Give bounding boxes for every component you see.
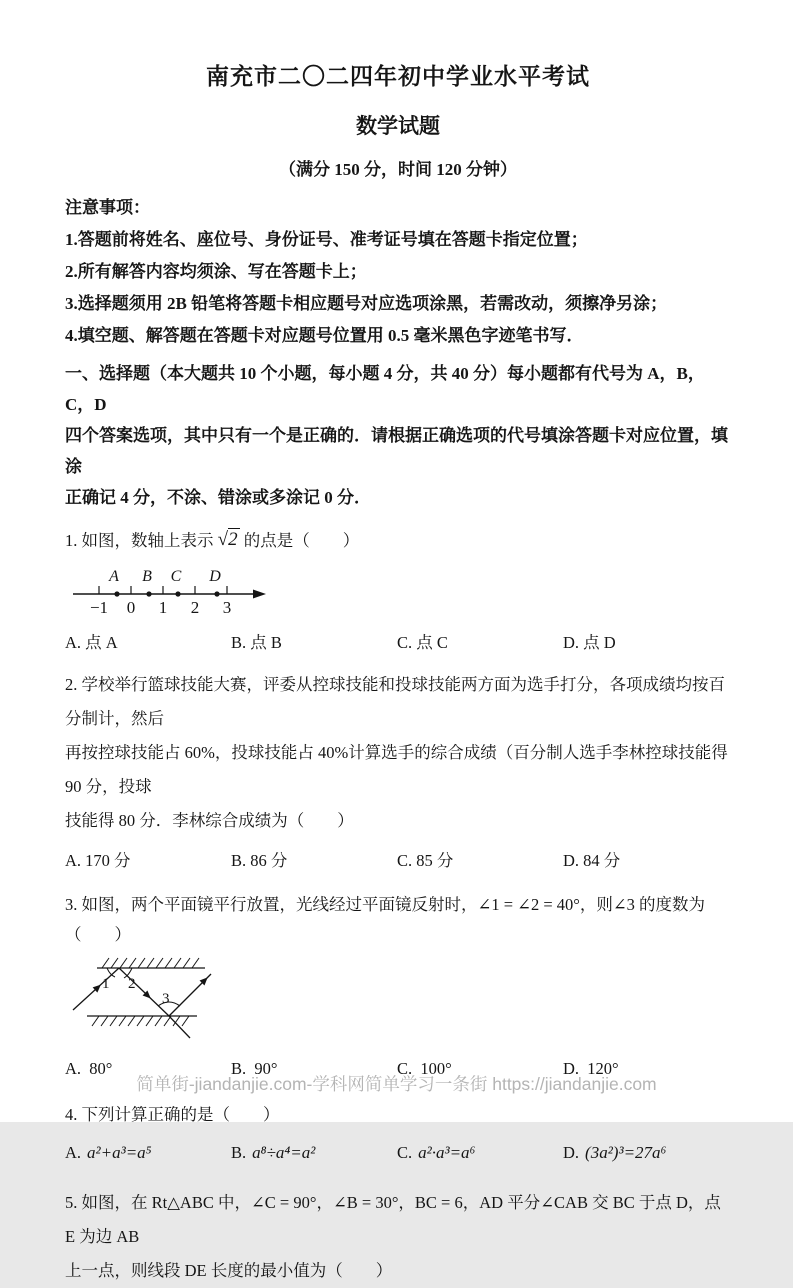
tick-label-1: 1 xyxy=(158,598,168,617)
q4-option-d-formula: (3a²)³=27a⁶ xyxy=(585,1143,667,1162)
question-1-stem xyxy=(65,525,731,556)
point-B-label: B xyxy=(142,568,152,585)
question-2-line-1: 2. 学校举行篮球技能大赛，评委从控球技能和投球技能两方面为选手打分，各项成绩均按百分制计，然后 xyxy=(65,675,725,728)
q4-option-d xyxy=(563,1138,666,1168)
tick-label-3: 3 xyxy=(222,598,232,617)
q1-option-d: D. 点 D xyxy=(563,633,616,652)
q4-option-a-label: A. xyxy=(65,1143,82,1162)
q3-option-b: B. 90° xyxy=(231,1059,278,1078)
q3-option-d: D. 120° xyxy=(563,1059,619,1078)
question-2-line-2: 再按控球技能占 60%，投球技能占 40%计算选手的综合成绩（百分制人选手李林控球技能得 90 分，投球 xyxy=(65,743,732,796)
q2-option-a: A. 170 分 xyxy=(65,851,131,870)
q4-option-b-formula: a⁸÷a⁴=a² xyxy=(252,1143,316,1162)
radical-sign: √ xyxy=(217,529,229,550)
notice-section xyxy=(65,192,731,352)
question-2-options xyxy=(65,846,731,876)
q1-option-c: C. 点 C xyxy=(397,633,448,652)
q4-option-d-label: D. xyxy=(563,1143,580,1162)
question-5-line-2: 上一点，则线段 DE 长度的最小值为（ ） xyxy=(65,1261,393,1280)
q1-option-b: B. 点 B xyxy=(231,633,282,652)
q4-option-c-label: C. xyxy=(397,1143,413,1162)
question-1-stem-suffix: 的点是（ ） xyxy=(239,531,360,550)
q1-option-a: A. 点 A xyxy=(65,633,118,652)
question-3-stem: 3. 如图，两个平面镜平行放置，光线经过平面镜反射时，∠1 = ∠2 = 40°，则∠3 的度数为（ ） xyxy=(65,895,706,944)
tick-label-neg1: −1 xyxy=(89,598,109,617)
mirror-reflection-diagram xyxy=(69,954,254,1046)
notice-heading: 注意事项： xyxy=(65,198,150,217)
q4-option-b xyxy=(231,1138,397,1168)
notice-item-1: 1.答题前将姓名、座位号、身份证号、准考证号填在答题卡指定位置； xyxy=(65,230,588,249)
q2-option-d: D. 84 分 xyxy=(563,851,621,870)
question-2-line-3: 技能得 80 分．李林综合成绩为（ ） xyxy=(65,811,354,830)
section-one-line-2: 四个答案选项，其中只有一个是正确的．请根据正确选项的代号填涂答题卡对应位置，填涂 xyxy=(65,426,728,476)
watermark-footer xyxy=(0,1071,793,1096)
point-B-dot xyxy=(146,591,151,596)
point-A-dot xyxy=(114,591,119,596)
q3-option-c: C. 100° xyxy=(397,1059,452,1078)
score-time-line: （满分 150 分，时间 120 分钟） xyxy=(279,160,517,179)
page-title: 南充市二〇二四年初中学业水平考试 xyxy=(206,64,590,89)
question-4 xyxy=(65,1100,731,1168)
question-1-options xyxy=(65,628,731,658)
section-one-header xyxy=(65,358,731,513)
angle2-label: 2 xyxy=(128,976,136,992)
section-one-line-3: 正确记 4 分，不涂、错涂或多涂记 0 分． xyxy=(65,488,371,507)
top-mirror-hatching xyxy=(102,958,199,968)
tick-label-0: 0 xyxy=(126,598,136,617)
page-subtitle: 数学试题 xyxy=(356,114,440,138)
question-1 xyxy=(65,525,731,658)
q2-option-c: C. 85 分 xyxy=(397,851,454,870)
footer-link[interactable]: 简单街-jiandanjie.com-学科网简单学习一条街 https://jiandanjie.com xyxy=(136,1074,657,1094)
tick-label-2: 2 xyxy=(190,598,200,617)
question-4-options xyxy=(65,1138,731,1168)
q3-option-a: A. 80° xyxy=(65,1059,113,1078)
axis-arrowhead xyxy=(253,590,266,599)
radical-argument: 2 xyxy=(228,529,238,550)
q4-option-c xyxy=(397,1138,563,1168)
notice-item-3: 3.选择题须用 2B 铅笔将答题卡相应题号对应选项涂黑，若需改动，须擦净另涂； xyxy=(65,294,668,313)
question-3 xyxy=(65,890,731,1084)
q4-option-b-label: B. xyxy=(231,1143,247,1162)
section-one-line-1: 一、选择题（本大题共 10 个小题，每小题 4 分，共 40 分）每小题都有代号为 A，B，C，D xyxy=(65,364,705,414)
angle1-label: 1 xyxy=(102,976,110,992)
question-4-stem: 4. 下列计算正确的是（ ） xyxy=(65,1105,280,1124)
number-line-diagram xyxy=(69,560,279,620)
q4-option-a-formula: a²+a³=a⁵ xyxy=(87,1143,152,1162)
question-1-stem-prefix: 1. 如图，数轴上表示 xyxy=(65,531,218,550)
question-5-line-1: 5. 如图，在 Rt△ABC 中，∠C = 90°，∠B = 30°，BC = 6，AD 平分∠CAB 交 BC 于点 D，点 E 为边 AB xyxy=(65,1193,725,1246)
sqrt-2-expression xyxy=(218,525,240,555)
point-D-label: D xyxy=(209,568,221,585)
point-C-label: C xyxy=(170,568,182,585)
point-D-dot xyxy=(214,591,219,596)
point-C-dot xyxy=(175,591,180,596)
q2-option-b: B. 86 分 xyxy=(231,851,288,870)
question-5 xyxy=(65,1186,731,1288)
notice-item-4: 4.填空题、解答题在答题卡对应题号位置用 0.5 毫米黑色字迹笔书写． xyxy=(65,326,584,345)
notice-item-2: 2.所有解答内容均须涂、写在答题卡上； xyxy=(65,262,367,281)
point-A-label: A xyxy=(109,568,119,585)
question-2 xyxy=(65,668,731,876)
q4-option-a xyxy=(65,1138,231,1168)
q4-option-c-formula: a²·a³=a⁶ xyxy=(418,1143,476,1162)
angle3-label: 3 xyxy=(162,991,170,1007)
